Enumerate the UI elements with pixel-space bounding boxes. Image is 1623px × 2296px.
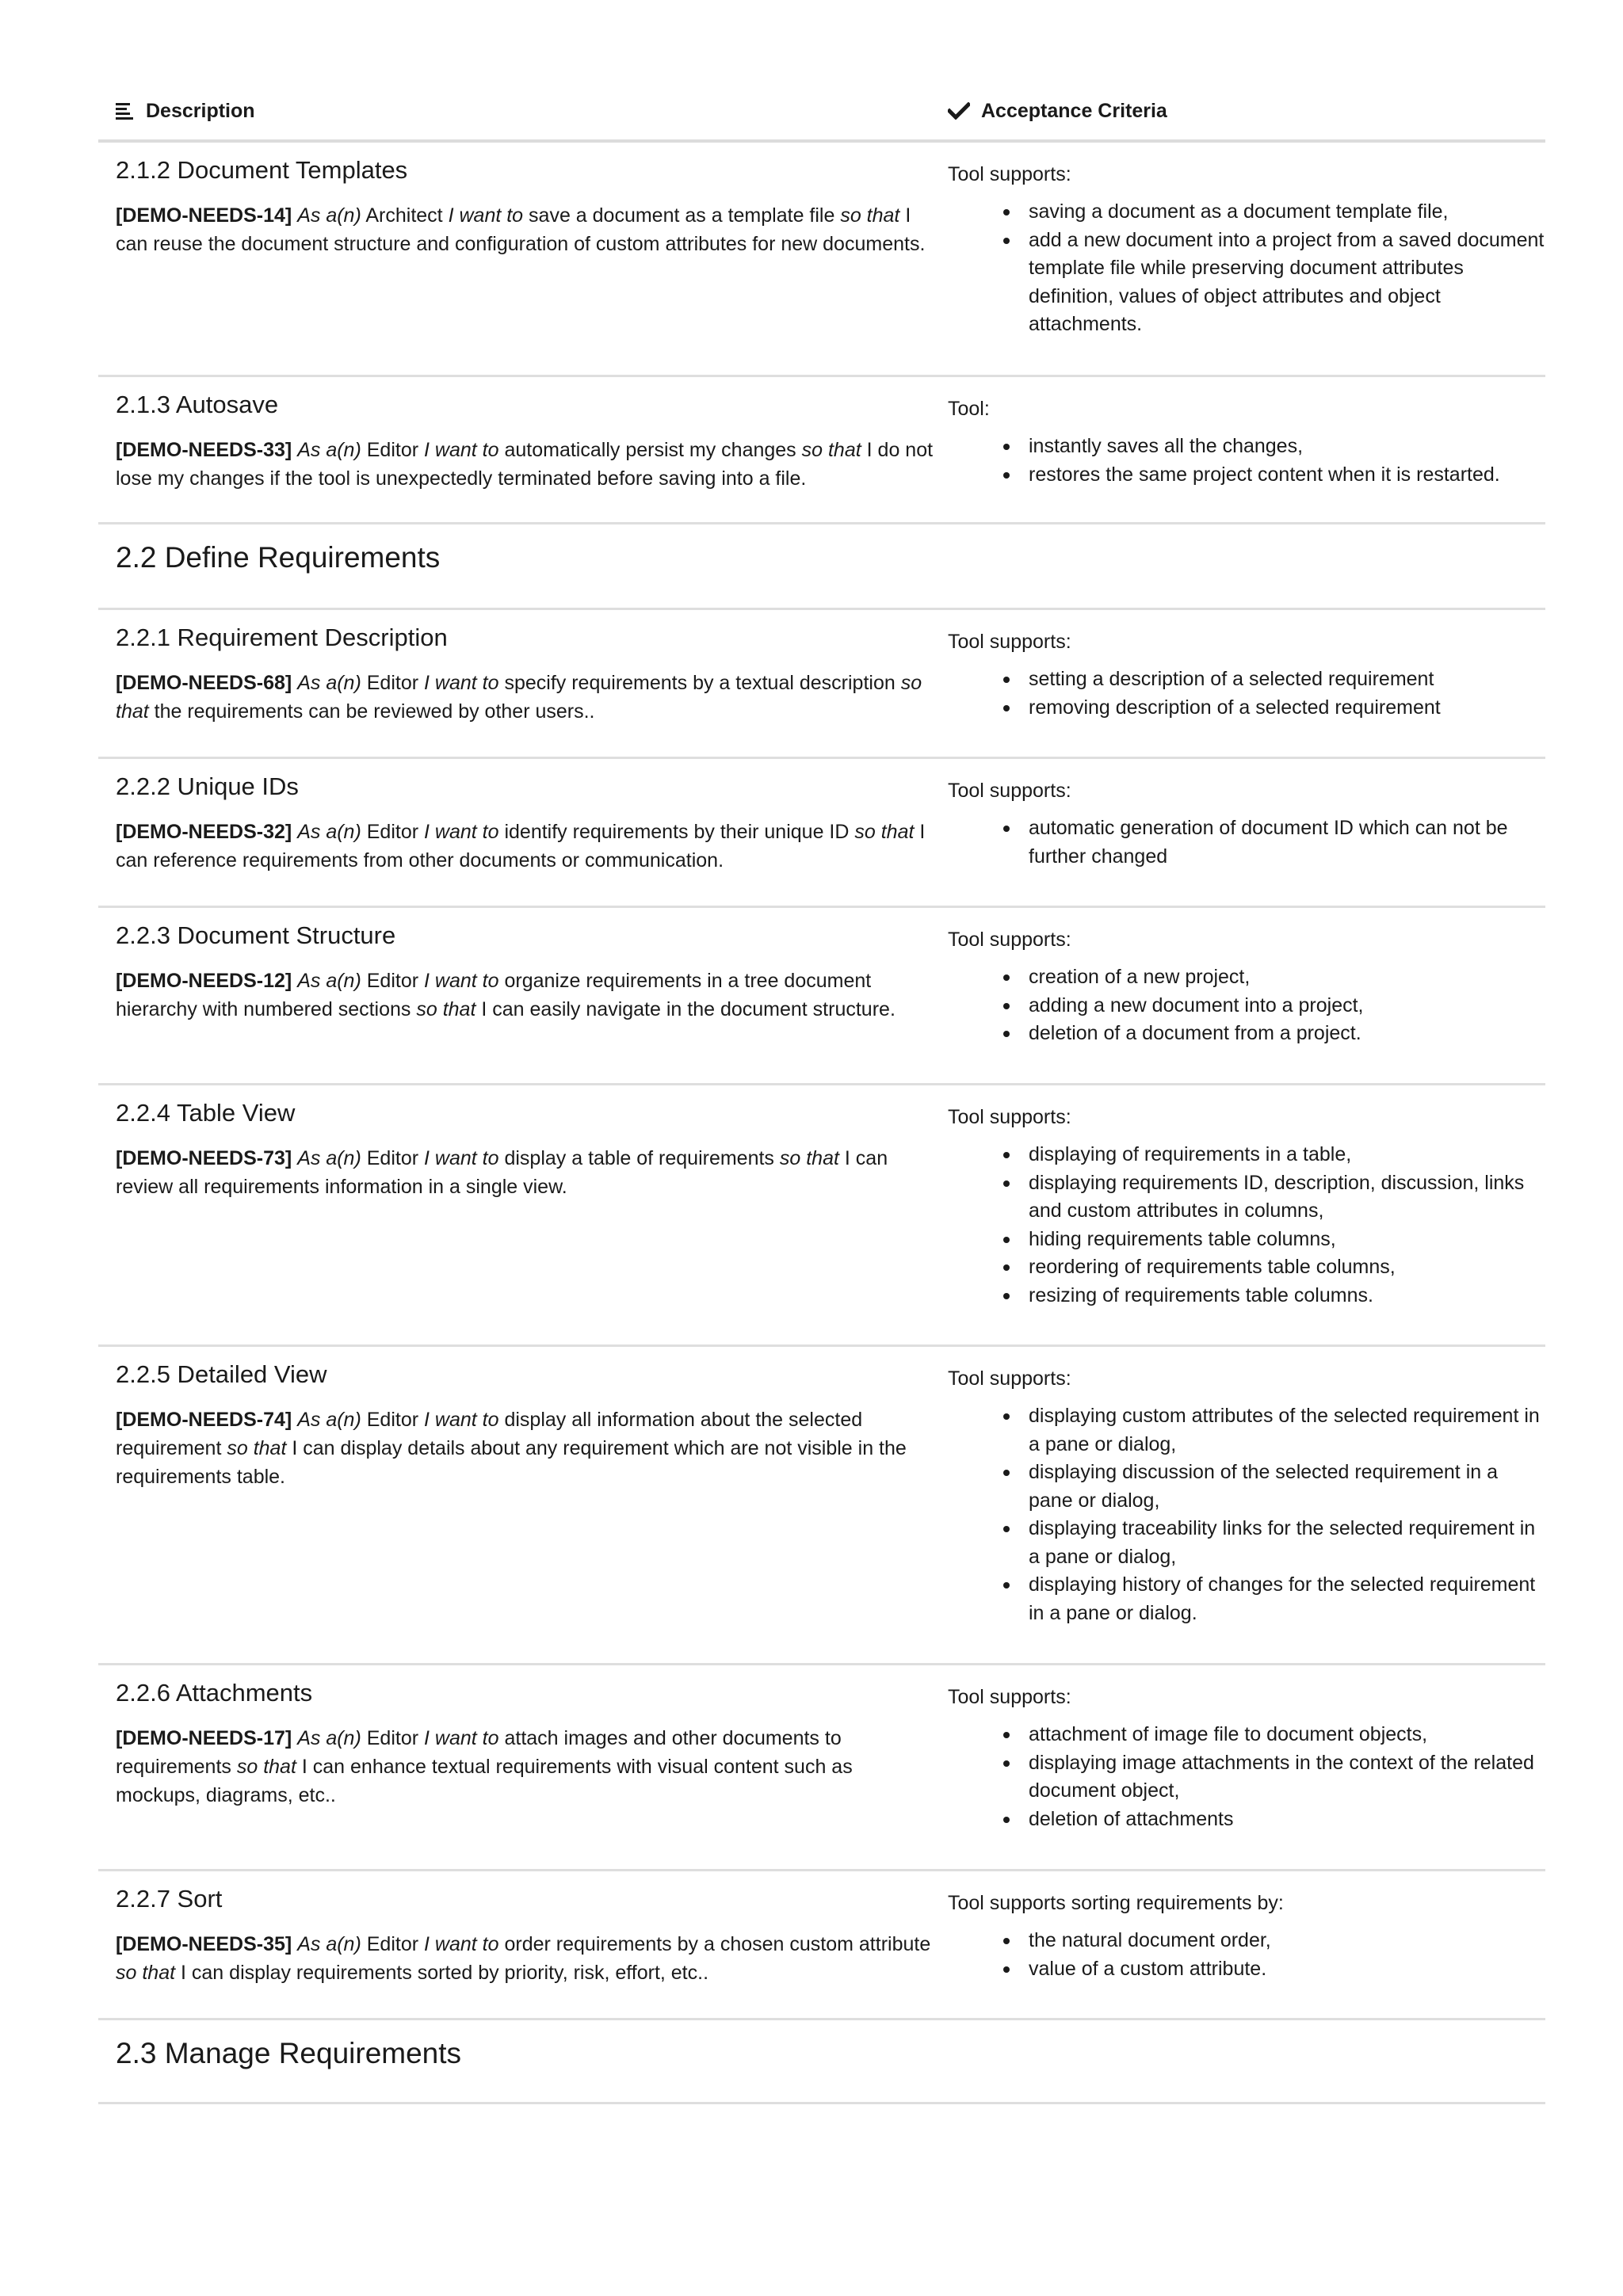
user-story: [116, 201, 948, 258]
list-item: displaying requirements ID, description, discussion, links and custom attributes in columns,: [1029, 1169, 1545, 1226]
story-so-that: so that: [779, 1147, 839, 1169]
story-want-to: I want to: [424, 1727, 499, 1749]
description-cell: [98, 1665, 948, 1869]
list-item: instantly saves all the changes,: [1029, 433, 1545, 461]
requirement-title: 2.1.2 Document Templates: [116, 156, 408, 184]
acceptance-intro: Tool:: [948, 398, 990, 420]
requirement-id: [DEMO-NEEDS-14]: [116, 204, 292, 227]
story-role: Editor: [366, 1933, 419, 1955]
table-row: [98, 1871, 1545, 2020]
story-as-a: As a(n): [297, 1147, 361, 1169]
list-item: adding a new document into a project,: [1029, 992, 1545, 1020]
acceptance-list: [948, 814, 1545, 871]
acceptance-cell: [948, 1347, 1545, 1663]
user-story: [116, 1724, 948, 1810]
story-want-to: I want to: [424, 821, 499, 843]
acceptance-list: [948, 1927, 1545, 1983]
user-story: [116, 436, 948, 493]
requirement-title: 2.2.7 Sort: [116, 1885, 223, 1913]
list-item: removing description of a selected requirement: [1029, 694, 1545, 723]
story-action: specify requirements by a textual description: [504, 672, 896, 694]
story-action: automatically persist my changes: [504, 439, 796, 461]
story-so-that: so that: [840, 204, 900, 227]
story-so-that: so that: [801, 439, 861, 461]
story-as-a: As a(n): [297, 970, 361, 992]
section-row: [98, 2020, 1545, 2104]
list-item: reordering of requirements table columns,: [1029, 1253, 1545, 1282]
list-item: displaying image attachments in the context of the related document object,: [1029, 1749, 1545, 1806]
story-role: Editor: [366, 970, 419, 992]
user-story: [116, 1930, 948, 1987]
list-item: restores the same project content when it is restarted.: [1029, 461, 1545, 490]
requirement-id: [DEMO-NEEDS-73]: [116, 1147, 292, 1169]
acceptance-cell: [948, 759, 1545, 906]
requirement-id: [DEMO-NEEDS-68]: [116, 672, 292, 694]
acceptance-cell: [948, 610, 1545, 757]
table-row: [98, 1347, 1545, 1665]
table-row: [98, 143, 1545, 377]
acceptance-intro: Tool supports sorting requirements by:: [948, 1892, 1284, 1914]
story-as-a: As a(n): [297, 821, 361, 843]
table-row: [98, 1085, 1545, 1347]
table-body: [98, 143, 1545, 2104]
story-as-a: As a(n): [297, 1727, 361, 1749]
list-item: displaying history of changes for the selected requirement in a pane or dialog.: [1029, 1571, 1545, 1627]
story-so-that: so that: [227, 1437, 287, 1459]
acceptance-list: [948, 1141, 1545, 1310]
requirement-title: 2.1.3 Autosave: [116, 391, 279, 418]
description-cell: [98, 1347, 948, 1663]
list-item: the natural document order,: [1029, 1927, 1545, 1955]
story-role: Editor: [366, 1727, 419, 1749]
story-benefit: I can review all requirements information in a single view.: [116, 1147, 888, 1198]
description-cell: [98, 610, 948, 757]
requirement-id: [DEMO-NEEDS-35]: [116, 1933, 292, 1955]
story-benefit: I can display requirements sorted by priority, risk, effort, etc..: [181, 1962, 709, 1984]
story-action: order requirements by a chosen custom attribute: [504, 1933, 931, 1955]
description-cell: [98, 759, 948, 906]
story-want-to: I want to: [424, 1933, 499, 1955]
list-item: automatic generation of document ID which can not be further changed: [1029, 814, 1545, 871]
acceptance-intro: Tool supports:: [948, 1367, 1071, 1390]
section-title: 2.3 Manage Requirements: [116, 2037, 462, 2069]
story-as-a: As a(n): [297, 439, 361, 461]
story-as-a: As a(n): [297, 672, 361, 694]
table-row: [98, 759, 1545, 908]
requirement-id: [DEMO-NEEDS-32]: [116, 821, 292, 843]
checkmark-icon: [948, 102, 970, 120]
list-item: hiding requirements table columns,: [1029, 1226, 1545, 1254]
requirement-id: [DEMO-NEEDS-12]: [116, 970, 292, 992]
description-cell: [98, 1085, 948, 1344]
story-role: Editor: [366, 439, 419, 461]
story-want-to: I want to: [448, 204, 524, 227]
list-item: resizing of requirements table columns.: [1029, 1282, 1545, 1310]
story-so-that: so that: [116, 672, 922, 723]
acceptance-list: [948, 1402, 1545, 1627]
user-story: [116, 818, 948, 875]
requirement-title: 2.2.3 Document Structure: [116, 921, 396, 949]
story-benefit: I can display details about any requirement which are not visible in the requirements table.: [116, 1437, 907, 1488]
story-benefit: I can easily navigate in the document structure.: [481, 998, 896, 1020]
acceptance-cell: [948, 143, 1545, 375]
section-row: [98, 524, 1545, 610]
story-action: attach images and other documents to requirements: [116, 1727, 842, 1778]
requirement-title: 2.2.2 Unique IDs: [116, 772, 299, 800]
story-benefit: I can reference requirements from other documents or communication.: [116, 821, 926, 871]
list-item: displaying custom attributes of the selected requirement in a pane or dialog,: [1029, 1402, 1545, 1459]
user-story: [116, 1144, 948, 1201]
description-header-label: Description: [146, 99, 255, 122]
list-item: add a new document into a project from a saved document template file while preserving document attributes definition, values of object attributes and object attachments.: [1029, 227, 1545, 339]
story-benefit: the requirements can be reviewed by other users..: [154, 700, 595, 723]
story-want-to: I want to: [424, 1147, 499, 1169]
list-item: setting a description of a selected requirement: [1029, 666, 1545, 694]
table-row: [98, 610, 1545, 759]
acceptance-list: [948, 1721, 1545, 1833]
story-action: display all information about the selected requirement: [116, 1409, 863, 1459]
acceptance-list: [948, 963, 1545, 1048]
user-story: [116, 967, 948, 1024]
table-header: [98, 82, 1545, 143]
acceptance-intro: Tool supports:: [948, 1106, 1071, 1128]
requirement-title: 2.2.4 Table View: [116, 1099, 296, 1127]
acceptance-cell: [948, 1871, 1545, 2018]
description-cell: [98, 377, 948, 522]
story-role: Architect: [365, 204, 443, 227]
story-benefit: I can reuse the document structure and configuration of custom attributes for new documents.: [116, 204, 926, 255]
requirements-table: [98, 82, 1545, 2104]
story-so-that: so that: [854, 821, 915, 843]
acceptance-cell: [948, 1085, 1545, 1344]
story-role: Editor: [366, 1409, 419, 1431]
description-cell: [98, 908, 948, 1083]
user-story: [116, 669, 948, 726]
story-as-a: As a(n): [297, 1933, 361, 1955]
story-want-to: I want to: [424, 439, 499, 461]
list-item: displaying traceability links for the selected requirement in a pane or dialog,: [1029, 1515, 1545, 1571]
requirement-id: [DEMO-NEEDS-74]: [116, 1409, 292, 1431]
acceptance-intro: Tool supports:: [948, 1686, 1071, 1708]
description-cell: [98, 143, 948, 375]
description-column-header: [98, 100, 948, 123]
story-so-that: so that: [416, 998, 476, 1020]
story-so-that: so that: [116, 1962, 176, 1984]
acceptance-list: [948, 433, 1545, 489]
list-item: value of a custom attribute.: [1029, 1955, 1545, 1984]
story-benefit: I do not lose my changes if the tool is unexpectedly terminated before saving into a file.: [116, 439, 934, 490]
section-title: 2.2 Define Requirements: [116, 541, 441, 574]
table-row: [98, 377, 1545, 524]
story-as-a: As a(n): [297, 1409, 361, 1431]
list-item: deletion of attachments: [1029, 1806, 1545, 1834]
acceptance-header-label: Acceptance Criteria: [981, 99, 1167, 122]
story-want-to: I want to: [424, 970, 499, 992]
list-item: deletion of a document from a project.: [1029, 1020, 1545, 1048]
story-action: save a document as a template file: [529, 204, 835, 227]
acceptance-intro: Tool supports:: [948, 631, 1071, 653]
story-action: display a table of requirements: [504, 1147, 774, 1169]
story-role: Editor: [366, 672, 419, 694]
table-row: [98, 1665, 1545, 1871]
acceptance-list: [948, 198, 1545, 339]
list-lines-icon: [116, 102, 135, 120]
requirement-title: 2.2.1 Requirement Description: [116, 624, 448, 651]
table-row: [98, 908, 1545, 1085]
requirement-id: [DEMO-NEEDS-33]: [116, 439, 292, 461]
acceptance-cell: [948, 1665, 1545, 1869]
acceptance-cell: [948, 377, 1545, 522]
list-item: saving a document as a document template file,: [1029, 198, 1545, 227]
story-role: Editor: [366, 1147, 419, 1169]
story-benefit: I can enhance textual requirements with visual content such as mockups, diagrams, etc..: [116, 1756, 853, 1806]
list-item: attachment of image file to document objects,: [1029, 1721, 1545, 1749]
story-want-to: I want to: [424, 1409, 499, 1431]
story-action: identify requirements by their unique ID: [504, 821, 850, 843]
description-cell: [98, 1871, 948, 2018]
acceptance-cell: [948, 908, 1545, 1083]
story-want-to: I want to: [424, 672, 499, 694]
user-story: [116, 1405, 948, 1491]
list-item: displaying of requirements in a table,: [1029, 1141, 1545, 1169]
acceptance-column-header: [948, 100, 1167, 123]
requirement-title: 2.2.5 Detailed View: [116, 1360, 327, 1388]
story-role: Editor: [366, 821, 419, 843]
story-so-that: so that: [236, 1756, 296, 1778]
story-as-a: As a(n): [297, 204, 361, 227]
acceptance-list: [948, 666, 1545, 722]
list-item: displaying discussion of the selected requirement in a pane or dialog,: [1029, 1459, 1545, 1515]
acceptance-intro: Tool supports:: [948, 780, 1071, 802]
requirement-id: [DEMO-NEEDS-17]: [116, 1727, 292, 1749]
acceptance-intro: Tool supports:: [948, 163, 1071, 185]
story-action: organize requirements in a tree document hierarchy with numbered sections: [116, 970, 872, 1020]
requirement-title: 2.2.6 Attachments: [116, 1679, 313, 1707]
acceptance-intro: Tool supports:: [948, 929, 1071, 951]
list-item: creation of a new project,: [1029, 963, 1545, 992]
